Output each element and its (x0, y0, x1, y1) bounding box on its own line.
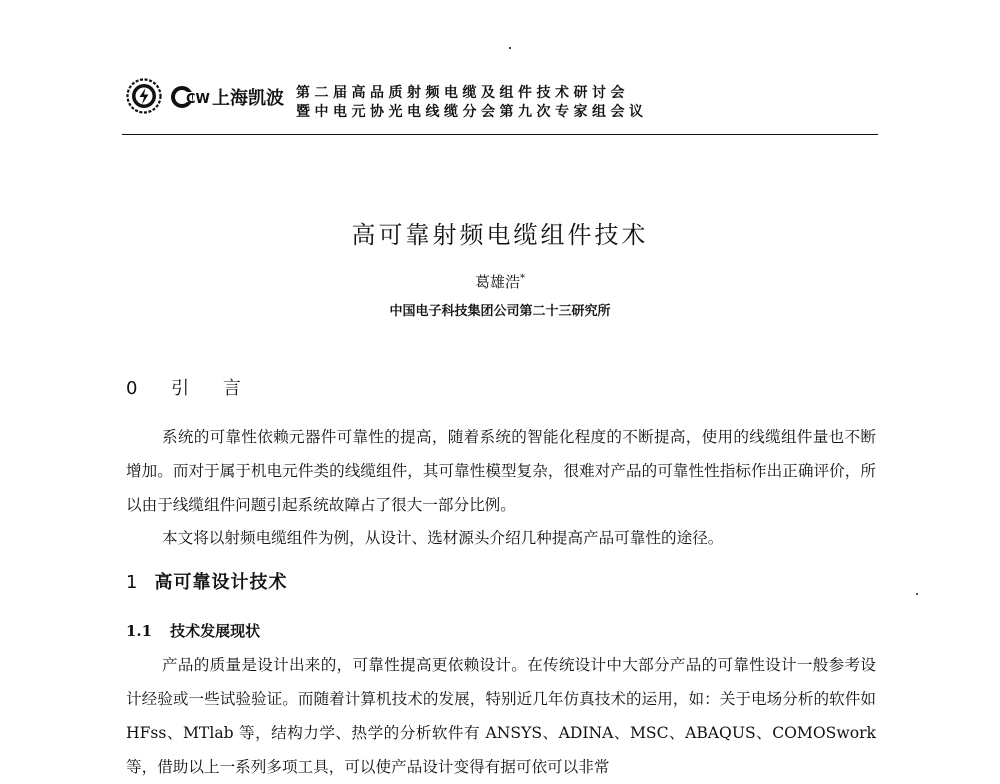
company-logo (172, 84, 284, 110)
conference-header (122, 74, 878, 134)
company-name: 上海凯波 (212, 88, 284, 109)
scan-speck (509, 47, 511, 49)
section-number: 1 (126, 572, 139, 593)
section-1-1-paragraph: 产品的质量是设计出来的，可靠性提高更依赖设计。在传统设计中大部分产品的可靠性设计一般参考设计经验或一些试验验证。而随着计算机技术的发展，特别近几年仿真技术的运用，如：关于电场分析的软件如 HFss、MTlab 等，结构力学、热学的分析软件有 ANSYS、ADINA、MSC、ABAQUS、COMOSwork 等，借助以上一系列多项工具，可以使产品设计变得有据可依可以非常 (126, 656, 876, 776)
intro-paragraph-1: 系统的可靠性依赖元器件可靠性的提高，随着系统的智能化程度的不断提高，使用的线缆组件量也不断增加。而对于属于机电元件类的线缆组件，其可靠性模型复杂，很难对产品的可靠性性指标作出正确评价，所以由于线缆组件问题引起系统故障占了很大一部分比例。 (126, 428, 876, 514)
header-divider (122, 134, 878, 135)
logo-text: CW (186, 92, 210, 107)
section-title: 高可靠设计技术 (154, 572, 288, 593)
conference-title (296, 84, 648, 122)
author-footnote-mark: * (520, 273, 525, 284)
subsection-number: 1.1 (126, 622, 153, 640)
paper-title: 高可靠射频电缆组件技术 (351, 221, 649, 249)
subsection-heading-1-1 (126, 620, 260, 641)
organization-emblem-icon (126, 78, 162, 114)
author-name: 葛雄浩 (474, 273, 520, 291)
company-logo-mark-icon (172, 86, 210, 108)
section-heading-1 (126, 568, 287, 594)
author-line (0, 271, 1000, 292)
margin-speck (916, 593, 918, 595)
section-heading-introduction: 0 引 言 (126, 378, 255, 399)
conference-line-1: 第二届高品质射频电缆及组件技术研讨会 (296, 85, 629, 101)
subsection-title: 技术发展现状 (170, 622, 261, 640)
intro-paragraph-2: 本文将以射频电缆组件为例，从设计、选材源头介绍几种提高产品可靠性的途径。 (162, 529, 724, 547)
author-affiliation: 中国电子科技集团公司第二十三研究所 (389, 304, 611, 319)
conference-line-2: 暨中电元协光电线缆分会第九次专家组会议 (296, 104, 648, 120)
